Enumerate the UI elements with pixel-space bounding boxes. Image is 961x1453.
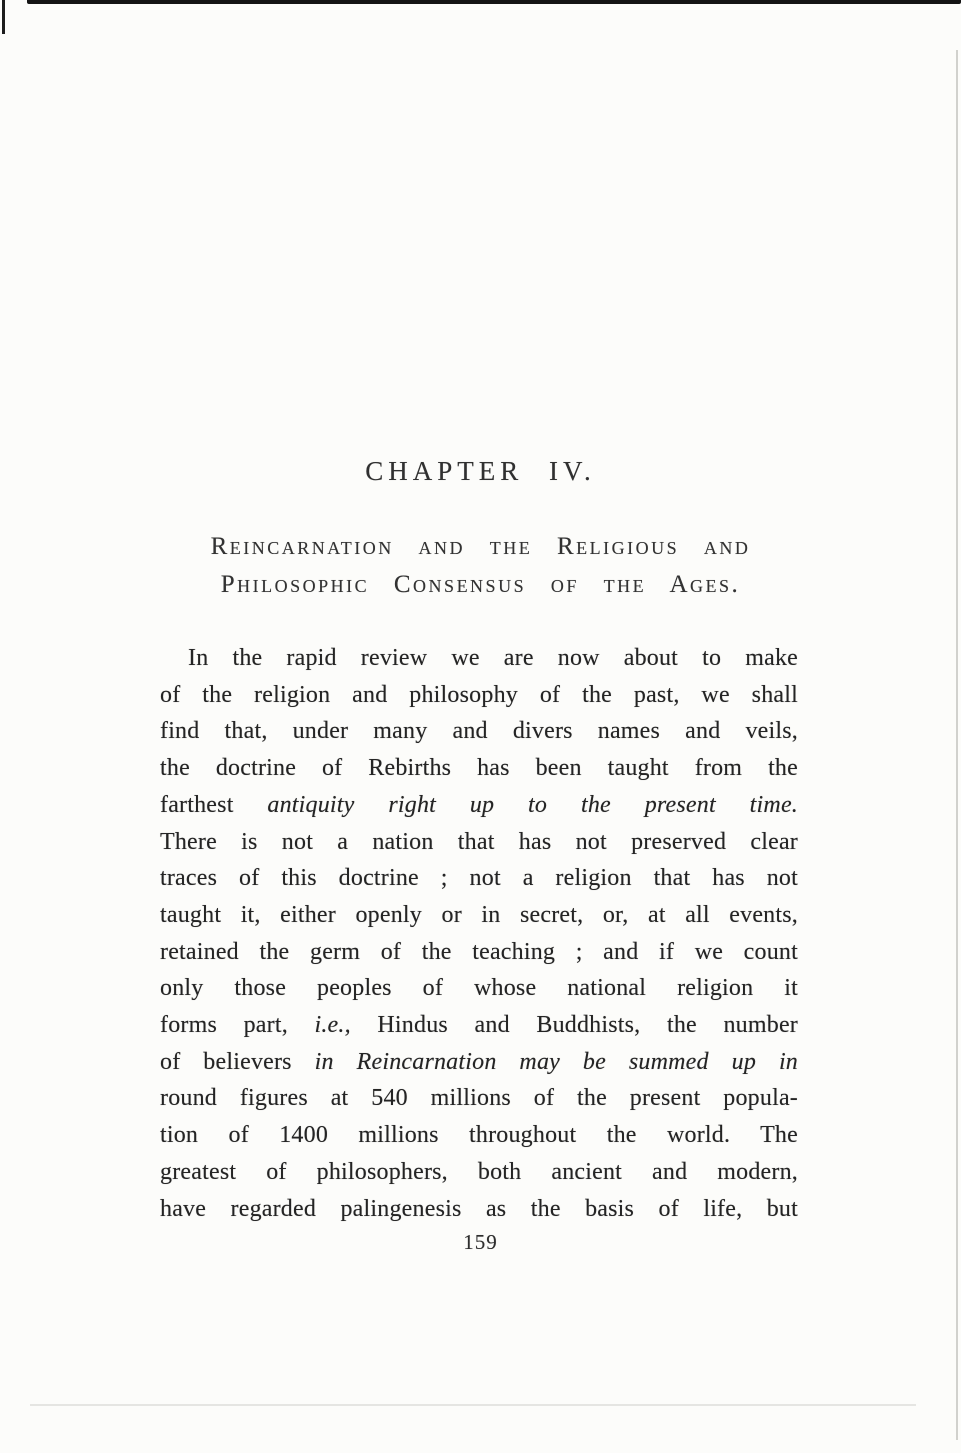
chapter-title: CHAPTER IV. bbox=[365, 456, 596, 486]
body-line bbox=[160, 1044, 798, 1081]
body-line bbox=[160, 640, 798, 677]
body-line bbox=[160, 1117, 798, 1154]
section-title bbox=[0, 528, 961, 604]
scan-artifact-bottom-line bbox=[30, 1404, 916, 1406]
body-text-segment: forms part, bbox=[160, 1012, 315, 1039]
body-line bbox=[160, 970, 798, 1007]
body-line bbox=[160, 897, 798, 934]
body-line bbox=[160, 860, 798, 897]
section-title-line-1: Reincarnation and the Religious and bbox=[210, 533, 751, 560]
body-text-segment: of the religion and philosophy of the past, we shall bbox=[160, 681, 798, 708]
body-text bbox=[160, 640, 798, 1227]
body-text-segment: the doctrine of Rebirths has been taught from the bbox=[160, 755, 798, 782]
body-text-segment: retained the germ of the teaching ; and if we count bbox=[160, 938, 798, 965]
body-line bbox=[160, 677, 798, 714]
section-title-line-2: Philosophic Consensus of the Ages. bbox=[220, 571, 741, 598]
body-text-segment: taught it, either openly or in secret, or, at all events, bbox=[160, 901, 798, 928]
body-line bbox=[160, 1154, 798, 1191]
page-number: 159 bbox=[463, 1230, 498, 1254]
body-line bbox=[160, 1191, 798, 1228]
body-text-segment: greatest of philosophers, both ancient and modern, bbox=[160, 1158, 798, 1185]
body-text-segment: traces of this doctrine ; not a religion that has not bbox=[160, 865, 798, 892]
body-text-segment: farthest bbox=[160, 791, 268, 818]
body-line bbox=[160, 713, 798, 750]
body-text-segment: only those peoples of whose national religion it bbox=[160, 975, 798, 1002]
body-text-segment: There is not a nation that has not preserved clear bbox=[160, 828, 798, 855]
body-text-italic-segment: i.e., bbox=[314, 1012, 351, 1039]
scan-artifact-top-line bbox=[27, 0, 961, 4]
body-line bbox=[160, 1007, 798, 1044]
body-line bbox=[160, 824, 798, 861]
body-text-segment: find that, under many and divers names and veils, bbox=[160, 718, 798, 745]
body-line bbox=[160, 787, 798, 824]
scan-artifact-left-tick bbox=[2, 0, 5, 34]
body-text-italic-segment: in Reincarnation may be summed up in bbox=[314, 1048, 799, 1075]
body-text-segment: In the rapid review we are now about to make bbox=[188, 645, 798, 671]
body-text-segment: Hindus and Buddhists, the number bbox=[350, 1012, 798, 1039]
body-text-segment: tion of 1400 millions throughout the world. The bbox=[160, 1122, 798, 1149]
body-line bbox=[160, 750, 798, 787]
body-text-italic-segment: antiquity right up to the present time. bbox=[267, 791, 798, 818]
body-text-segment: have regarded palingenesis as the basis of life, but bbox=[160, 1195, 798, 1222]
body-line bbox=[160, 934, 798, 971]
body-text-segment: of believers bbox=[160, 1048, 315, 1075]
body-line bbox=[160, 1080, 798, 1117]
body-text-segment: round figures at 540 millions of the present popula- bbox=[160, 1085, 798, 1112]
